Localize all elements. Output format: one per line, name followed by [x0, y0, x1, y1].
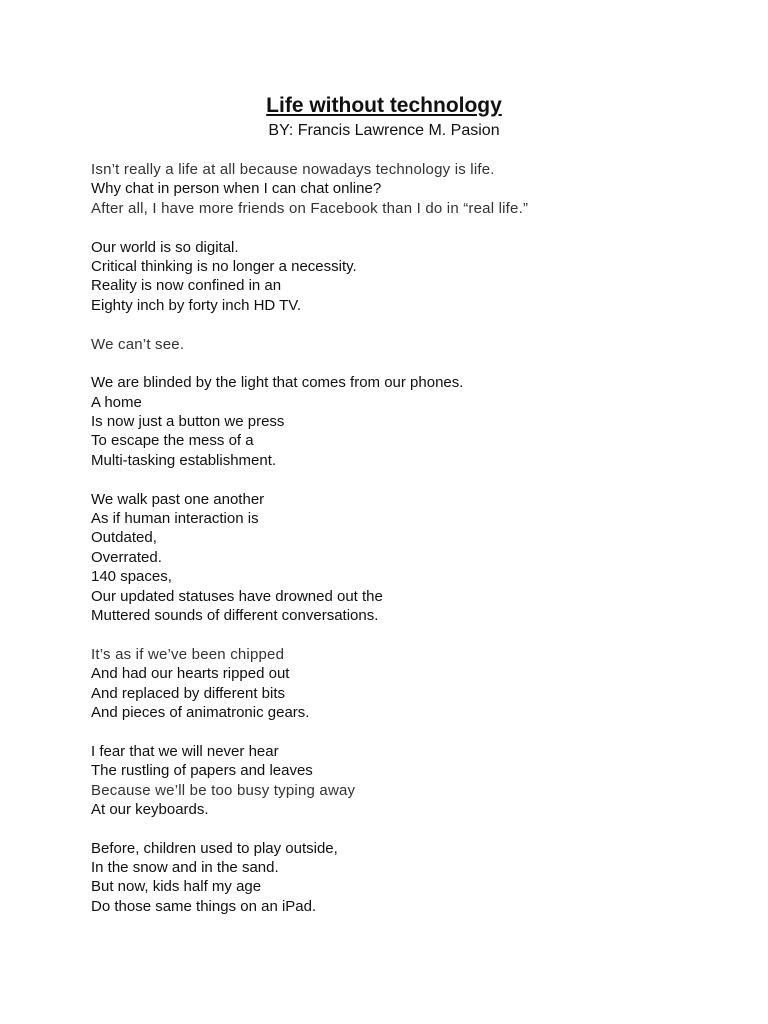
poem-line: At our keyboards.: [91, 800, 209, 818]
poem-line: Our world is so digital.: [91, 238, 239, 256]
poem-line: Critical thinking is no longer a necessity.: [91, 257, 357, 275]
stanza: [91, 373, 731, 470]
poem-line: Muttered sounds of different conversations.: [91, 606, 379, 624]
poem-line: And replaced by different bits: [91, 684, 286, 702]
poem-line: A home: [91, 393, 142, 411]
stanza-break: [91, 354, 731, 373]
stanza: [91, 839, 731, 917]
poem-line: Why chat in person when I can chat online?: [91, 180, 382, 198]
poem-line: In the snow and in the sand.: [91, 859, 279, 877]
poem-line: And had our hearts ripped out: [91, 665, 290, 683]
poem-line: After all, I have more friends on Facebook than I do in “real life.”: [91, 199, 529, 217]
stanza: [91, 160, 731, 218]
poem-line: Before, children used to play outside,: [91, 839, 338, 857]
stanza-break: [91, 819, 731, 838]
poem-body: [91, 160, 731, 916]
poem-line: And pieces of animatronic gears.: [91, 703, 310, 721]
poem-line: To escape the mess of a: [91, 432, 254, 450]
poem-line: We can’t see.: [91, 335, 185, 353]
stanza-break: [91, 218, 731, 237]
poem-line: We are blinded by the light that comes from our phones.: [91, 374, 464, 392]
poem-line: Our updated statuses have drowned out the: [91, 587, 383, 605]
poem-line: Reality is now confined in an: [91, 277, 282, 295]
poem-line: As if human interaction is: [91, 510, 259, 528]
poem-title: Life without technology: [266, 94, 502, 117]
stanza: [91, 490, 731, 626]
stanza: [91, 335, 731, 354]
stanza-break: [91, 315, 731, 334]
stanza-break: [91, 625, 731, 644]
poem-byline: BY: Francis Lawrence M. Pasion: [268, 122, 500, 139]
poem-line: But now, kids half my age: [91, 878, 262, 896]
poem-line: It’s as if we’ve been chipped: [91, 645, 285, 663]
poem-line: Isn’t really a life at all because nowadays technology is life.: [91, 161, 495, 178]
stanza-break: [91, 722, 731, 741]
stanza: [91, 742, 731, 820]
poem-line: Because we’ll be too busy typing away: [91, 781, 356, 799]
stanza: [91, 645, 731, 723]
poem-line: 140 spaces,: [91, 568, 172, 586]
poem-line: The rustling of papers and leaves: [91, 762, 313, 780]
poem-line: Is now just a button we press: [91, 413, 285, 431]
poem-line: Eighty inch by forty inch HD TV.: [91, 296, 302, 314]
poem-line: Outdated,: [91, 529, 157, 547]
poem-line: We walk past one another: [91, 490, 265, 508]
stanza-break: [91, 470, 731, 489]
stanza: [91, 238, 731, 316]
poem-line: Overrated.: [91, 548, 162, 566]
poem-line: Multi-tasking establishment.: [91, 451, 277, 469]
poem-line: Do those same things on an iPad.: [91, 897, 317, 915]
poem-line: I fear that we will never hear: [91, 742, 279, 760]
